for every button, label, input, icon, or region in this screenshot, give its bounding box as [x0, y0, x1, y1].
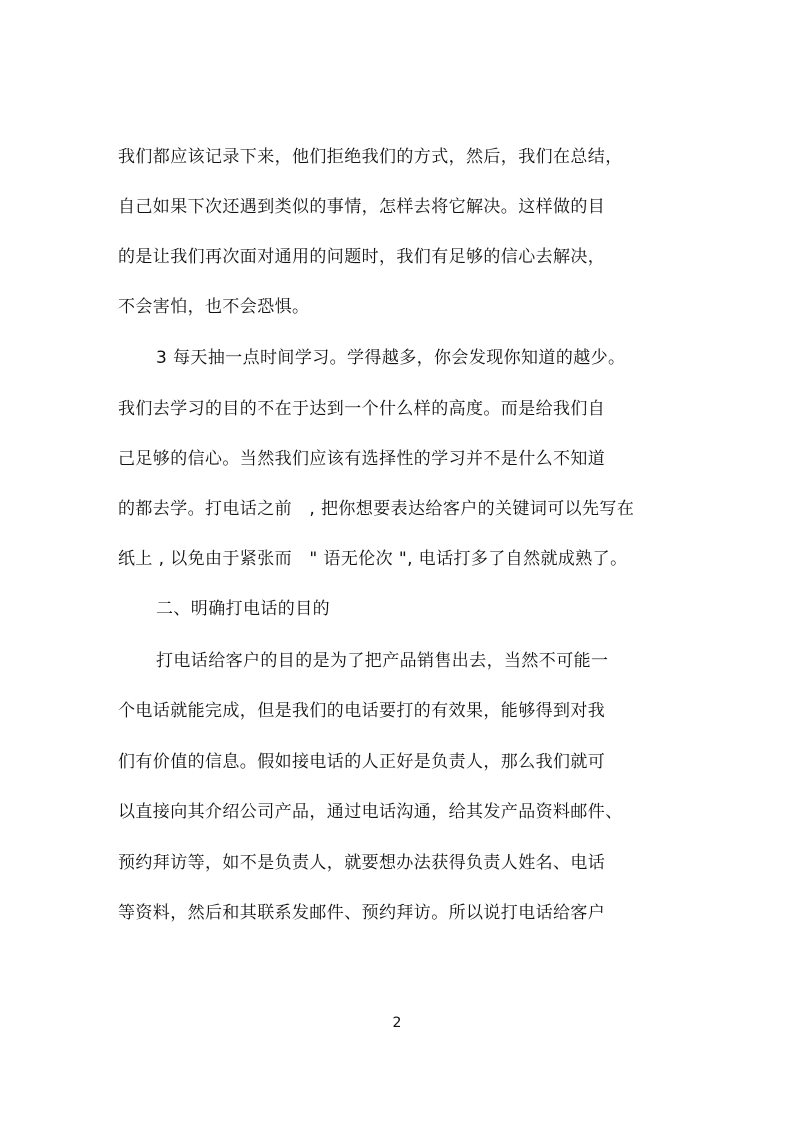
- text-line: 我们都应该记录下来，他们拒绝我们的方式，然后，我们在总结，: [118, 147, 623, 167]
- text-line: 以直接向其介绍公司产品，通过电话沟通，给其发产品资料邮件、: [118, 802, 623, 822]
- text-line: 的是让我们再次面对通用的问题时，我们有足够的信心去解决，: [118, 247, 606, 267]
- text-line: 不会害怕，也不会恐惧。: [118, 297, 310, 317]
- text-line: 纸上 , 以免由于紧张而 " 语无伦次 ", 电话打多了自然就成熟了。: [118, 549, 628, 569]
- text-line: 3 每天抽一点时间学习。学得越多，你会发现你知道的越少。: [156, 348, 626, 368]
- section-heading: 二、明确打电话的目的: [156, 599, 330, 619]
- text-line: 预约拜访等，如不是负责人，就要想办法获得负责人姓名、电话: [118, 853, 606, 873]
- text-line: 己足够的信心。当然我们应该有选择性的学习并不是什么不知道: [118, 449, 606, 469]
- text-line: 我们去学习的目的不在于达到一个什么样的高度。而是给我们自: [118, 399, 606, 419]
- text-line: 的都去学。打电话之前 , 把你想要表达给客户的关键词可以先写在: [118, 499, 635, 519]
- text-line: 个电话就能完成，但是我们的电话要打的有效果，能够得到对我: [118, 701, 606, 721]
- text-line: 等资料，然后和其联系发邮件、预约拜访。所以说打电话给客户: [118, 903, 606, 923]
- text-line: 们有价值的信息。假如接电话的人正好是负责人，那么我们就可: [118, 752, 606, 772]
- text-line: 自己如果下次还遇到类似的事情，怎样去将它解决。这样做的目: [118, 197, 606, 217]
- page-number: 2: [392, 1015, 402, 1031]
- text-line: 打电话给客户的目的是为了把产品销售出去，当然不可能一: [156, 651, 609, 671]
